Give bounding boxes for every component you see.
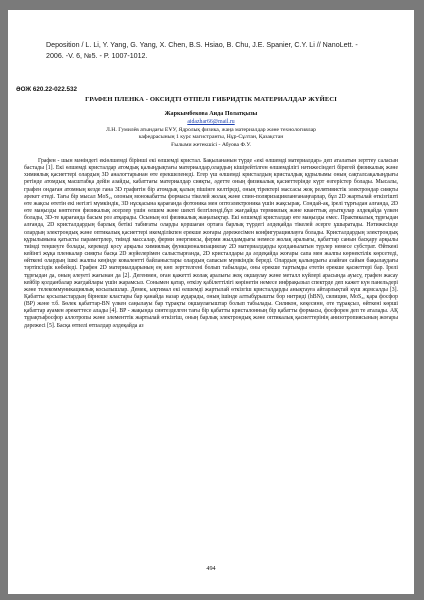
author-email-link[interactable]: aidazhar66@mail.ru bbox=[187, 119, 235, 125]
body-text bbox=[24, 158, 398, 330]
page-number: 494 bbox=[206, 565, 216, 572]
reference-citation: Deposition / L. Li, Y. Yang, G. Yang, X. Chen, B.S. Hsiao, B. Chu, J.E. Spanier, C.Y. Li // NanoLett. - 2006. -V. 6, №5. - P. 1007-1012. bbox=[46, 41, 358, 60]
udk-code: ӘОЖ 620.22-022.532 bbox=[16, 86, 77, 93]
affiliation-line: Л.Н. Гумилёв атындағы ЕҰУ, Ядролық физика, жаңа материалдар және технологиялар bbox=[106, 127, 316, 133]
author-name: Жаркымбекова Аида Полатқызы bbox=[164, 111, 258, 117]
affiliation-line: кафедрасының 1 курс магистранты, Нұр-Сұлтан, Қазақстан bbox=[138, 134, 284, 141]
document-page bbox=[8, 10, 414, 594]
paper-title: ГРАФЕН ПЛЕНКА - ОКСИДТІ ӨТПЕЛІ ГИБРИДТІК МАТЕРИАЛДАР ЖҮЙЕСІ bbox=[85, 96, 337, 103]
supervisor-line: Ғылыми жетекшісі - Абуова Ф.У. bbox=[171, 141, 251, 148]
affiliation-block bbox=[28, 127, 394, 149]
body-paragraph: Графен - шын мәніндегі екіөлшемді бірінші екі өлшемді кристал. Бақылананын түрде «екі өлшемді материалдар» деп аталатын зерттеу саласын бастады [1]. Екі өлшемді кристалдар атомдық қалыңдықтағы материалдар,олардың кішірейтілген өлшемділігі нәтижесіндегі бірегей физикалық және химиялық қасиеттері олардың 3D аналогтарынан өте ерекшеленеді. Егер үш өлшемді кристалдың кристалдық құрылымы оның сақталсақалыңдығы ретінде атомдық масштабқа дейін азайды, кабаттағы материалдар сияқты, әдетте оның физикалық қасиеттерінде күрт өзгерістер болады. Мысалы, графен ондаған атомның кезде гана 3D графитін бір атомдық қалың пішінге келтіреді, оның тіректері массасы жоқ релятивистік электрондар сияқты әрекет етеді. Тағы бір мысал MoS₂, олоның монокабатты формасы тікелей жолақ және спин-поляризацияланғанаңғарлар, бұл 2D жартылай өткізгішті өте жақсы өтетін екі негізгі мүмкіндік, 3D нұсқасына қарағанда фотоника мен оптоэлектроника үшін жақсырақ. Сондай-ақ, ірелі тұрғыдан алғанда, 2D өте маңызды көптеген физикалық әсерлер үшін өлшем және шекті белгіленді,бұл жағдайда термиялық және кванттық ауытқулар әлдеқайда үлкен болады, 3D-те қарағанда басым роз атқарады. Осының өзі физикалық жаңалықтар. Екі өлшемді кристалдар өте маңызды емес. Практикалық тұрғыдан алғанда, 2D кристалдардың барлық бетікі табиғаты оларды қоршаған ортаға барлық түрдегі әлдеқайда тікелей әсерге ұшыратады. Нәтижесінде олардың электрондық және оптикалық қасиеттері икемділікпен ерекше жоғары дәрежесімен конфигурациялауға болады. Кристалдардың электрондық құрылымына қатысты параметрлер, тиімді массалар, ферми энергиясы, ферми жылдамдығы немесе жолақ аралығы, қабаттар санын басқару арқылы тиімді теңшеуге болады, керекеді қосу арқылы химиялық функционализациялау 2D материалдарды қолданылатын түрлер немесе субстрат. Өйткені кейінгі жұқа пленкалар сияқты басқа 2D жүйелерімен салыстырғанда, 2D кристалдары да әлдеқайда жоғары сапа мен жалпы көрнектілік көрсетеді, өйткені олардың ішкі жалпы кеңінде ковалентті байланыстары олардың сапасын мүмкіндік береді. Олардың қалыңдығы азайған сайын бақылаудағы тәртіпсіздік көбейеді. Графен 2D материалдарының ең көп зерттелгені болып табылады, оны ерекше тартымды ететін ерекше қасиеттері бар. Ірелі тұрғыдан да, оның әлеуеті жағынан да [2]. Дегенмен, оған қажетті жолақ аралығы жоқ оқшаулау және металл күйлері арасында ауысу, графен жасау кейбір қолданбалар жағдайлары үшін жарамсыз. Сонымен қатар, өткізу қабілеттілігі көрінетін немесе инфрақызыл спектрде деп кажет күн панельдері және телекоммуникациялық косылышлар. Демек, ықтимал екі өлшемді жартылай өткізгіш кристалдарды анықтауға айтарлықтай күш жұмсалды [3]. Қабатты қосылыстардың бірнеше кластары бар қанайда назар аударады, оның ішінде алтыбұрышты бор нитриді (hBN), силицин, MoS₂, қара фосфор (BP) және т.б. Бөлек қабаттар-BN үлкен саңылауы бар тұрақты оқшаулағыштар болып табылады. Силикон, кеқесинн, оте тұрақсыз, өйткені көрші қабаттар ауамен әрекеттесе алады [4]. BP - жақында синтезделген тағы бір қабатты кристалонның бір қабатты формасы, фосфорен деп те аталады. АҚ тұрақтыфосфор аллотропы және элементтік жартылай өткізгіш, оның барлық электрондық және оптикалық қасиеттерінің анизотропиясының жоғары дәрежесі [5]. Басқа өтпелі өтпалдар әлдеқайда аз bbox=[24, 158, 398, 329]
